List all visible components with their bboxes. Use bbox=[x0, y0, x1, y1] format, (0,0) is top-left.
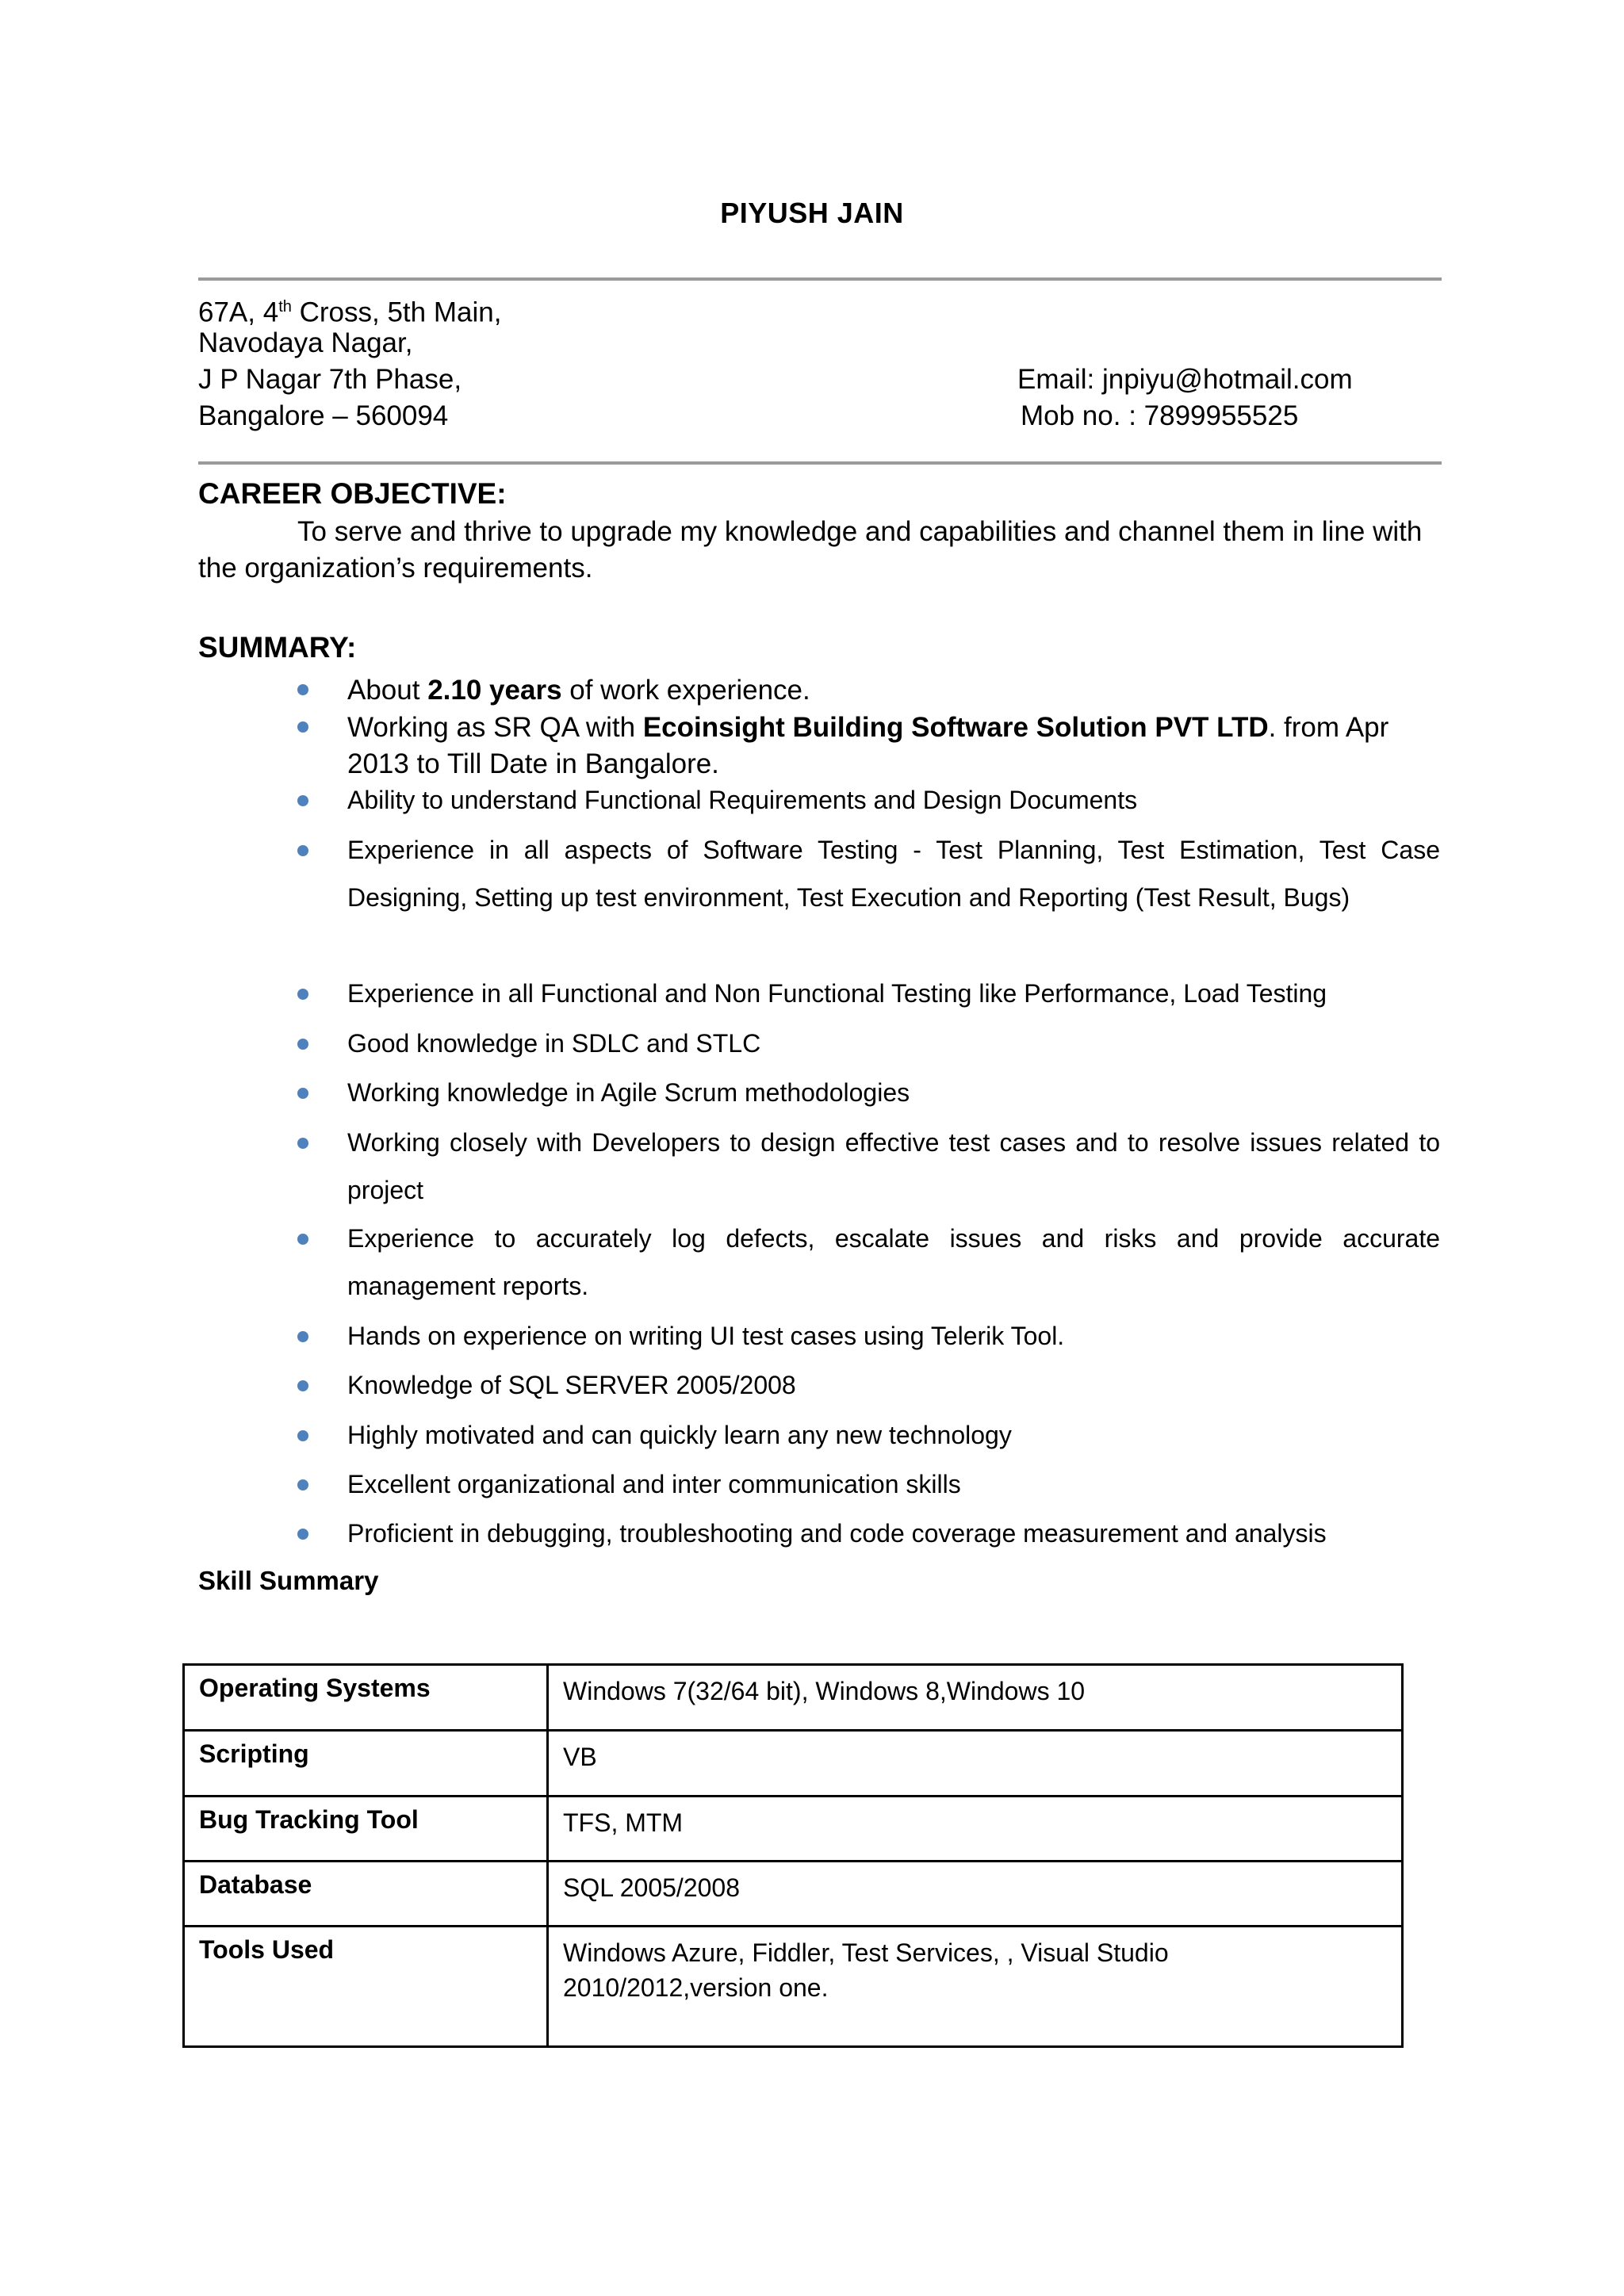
bullet-icon bbox=[297, 684, 308, 695]
skill-key: Database bbox=[184, 1862, 548, 1927]
mobile-number: Mob no. : 7899955525 bbox=[1021, 400, 1299, 431]
summary-item: Proficient in debugging, troubleshooting and code coverage measurement and analysis bbox=[347, 1519, 1327, 1548]
skill-value: SQL 2005/2008 bbox=[548, 1862, 1403, 1927]
summary-item: Hands on experience on writing UI test cases using Telerik Tool. bbox=[347, 1322, 1065, 1350]
bullet-icon bbox=[297, 989, 308, 1000]
bullet-icon bbox=[297, 721, 308, 733]
header-divider-top bbox=[198, 277, 1442, 281]
header-divider-bottom bbox=[198, 461, 1442, 465]
summary-item: About 2.10 years of work experience. bbox=[347, 675, 810, 706]
bullet-icon bbox=[297, 1088, 308, 1099]
skill-summary-table bbox=[182, 1663, 1404, 2048]
skill-value: Windows Azure, Fiddler, Test Services, , Visual Studio 2010/2012,version one. bbox=[548, 1927, 1403, 2047]
summary-item: Highly motivated and can quickly learn any new technology bbox=[347, 1421, 1012, 1449]
bullet-icon bbox=[297, 1331, 308, 1342]
address-line-4: Bangalore – 560094 bbox=[198, 400, 449, 431]
summary-item: Working as SR QA with Ecoinsight Building Software Solution PVT LTD. from Apr 2013 to Till Date in Bangalore. bbox=[347, 712, 1389, 779]
table-row bbox=[184, 1731, 1403, 1797]
skill-value: Windows 7(32/64 bit), Windows 8,Windows 10 bbox=[548, 1665, 1403, 1731]
skill-key: Tools Used bbox=[184, 1927, 548, 2047]
career-objective-line-2: the organization’s requirements. bbox=[198, 553, 593, 584]
skill-value: TFS, MTM bbox=[548, 1797, 1403, 1862]
table-row bbox=[184, 1927, 1403, 2047]
summary-item: Ability to understand Functional Requirements and Design Documents bbox=[347, 786, 1138, 814]
bullet-icon bbox=[297, 1430, 308, 1441]
summary-item: Experience in all Functional and Non Functional Testing like Performance, Load Testing bbox=[347, 979, 1327, 1008]
summary-item: Experience in all aspects of Software Testing - Test Planning, Test Estimation, Test Case Designing, Setting up test environment, Test Execution and Reporting (Test Result, Bugs) bbox=[347, 836, 1440, 912]
address-line-3: J P Nagar 7th Phase, bbox=[198, 364, 462, 395]
summary-item: Excellent organizational and inter communication skills bbox=[347, 1470, 961, 1498]
bullet-icon bbox=[297, 845, 308, 856]
career-objective-heading: CAREER OBJECTIVE: bbox=[198, 477, 507, 510]
bullet-icon bbox=[297, 1039, 308, 1050]
bullet-icon bbox=[297, 1234, 308, 1245]
table-row bbox=[184, 1797, 1403, 1862]
bullet-icon bbox=[297, 1380, 308, 1391]
summary-item: Knowledge of SQL SERVER 2005/2008 bbox=[347, 1371, 796, 1399]
address-line-1: 67A, 4th Cross, 5th Main, bbox=[198, 297, 502, 328]
bullet-icon bbox=[297, 1479, 308, 1490]
skill-key: Scripting bbox=[184, 1731, 548, 1797]
skill-summary-heading: Skill Summary bbox=[198, 1566, 379, 1595]
bullet-icon bbox=[297, 1529, 308, 1540]
summary-item: Good knowledge in SDLC and STLC bbox=[347, 1029, 761, 1058]
table-row bbox=[184, 1862, 1403, 1927]
bullet-icon bbox=[297, 1138, 308, 1149]
summary-heading: SUMMARY: bbox=[198, 631, 357, 664]
skill-value: VB bbox=[548, 1731, 1403, 1797]
table-row bbox=[184, 1665, 1403, 1731]
summary-item: Experience to accurately log defects, escalate issues and risks and provide accurate management reports. bbox=[347, 1224, 1440, 1300]
summary-item: Working closely with Developers to design effective test cases and to resolve issues related to project bbox=[347, 1128, 1440, 1204]
address-line-2: Navodaya Nagar, bbox=[198, 327, 413, 358]
skill-key: Bug Tracking Tool bbox=[184, 1797, 548, 1862]
summary-item: Working knowledge in Agile Scrum methodologies bbox=[347, 1078, 910, 1107]
candidate-name: PIYUSH JAIN bbox=[720, 197, 904, 229]
skill-key: Operating Systems bbox=[184, 1665, 548, 1731]
email: Email: jnpiyu@hotmail.com bbox=[1017, 364, 1353, 395]
bullet-icon bbox=[297, 795, 308, 806]
career-objective-line-1: To serve and thrive to upgrade my knowledge and capabilities and channel them in line with bbox=[297, 516, 1423, 547]
